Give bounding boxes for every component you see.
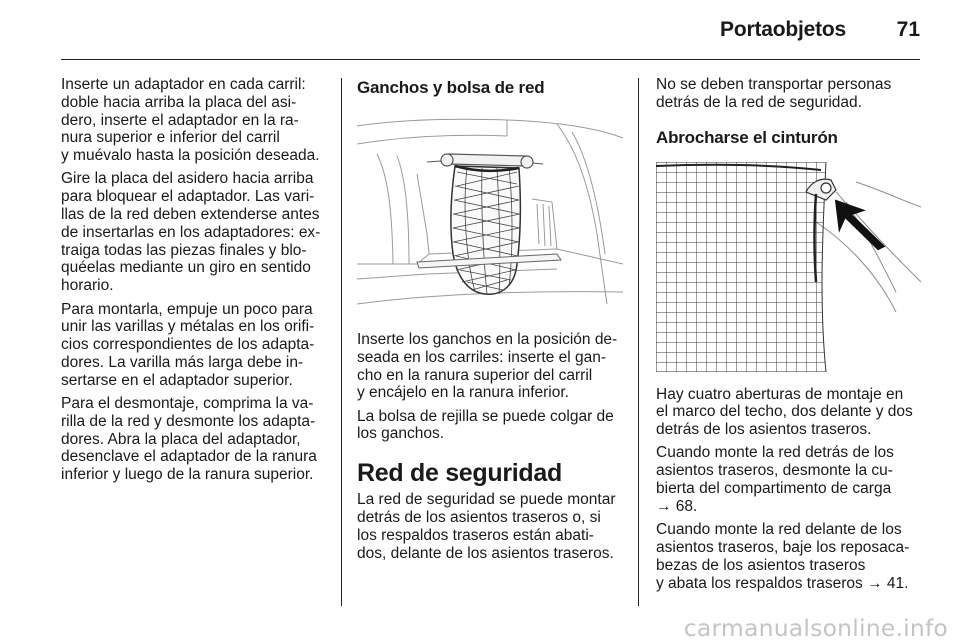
column-1 [61,76,327,490]
text-line: dores. Abra la placa del adaptador, [61,430,301,448]
column-divider [341,78,342,606]
paragraph [61,170,327,295]
page-number: 71 [896,18,920,41]
text-line: horario. [61,277,114,295]
paragraph [357,331,623,402]
text-line: los ganchos. [357,425,445,443]
paragraph [357,408,623,444]
text-line: seada en los carriles: inserte el gan- [357,348,606,366]
safety-net-mounting-illustration [656,162,921,372]
text-line: bezas de los asientos traseros [656,556,866,574]
text-line: asientos traseros, desmonte la cu- [656,462,893,480]
text-line: los respaldos traseros están abati- [357,526,594,544]
text-line: Hay cuatro aberturas de montaje en [656,385,904,403]
text-line: La bolsa de rejilla se puede colgar de [357,407,614,425]
column-2 [357,76,623,568]
text-line: el marco del techo, dos delante y dos [656,403,913,421]
text-line: quéelas mediante un giro en sentido [61,259,311,277]
text-line: doble hacia arriba la placa del asi- [61,93,297,111]
column-3 [656,76,922,598]
watermark-text: carmanualsonline.info [683,614,948,642]
paragraph [357,491,623,562]
text-line: Cuando monte la red detrás de los [656,444,894,462]
text-line: Para montarla, empuje un poco para [61,300,313,318]
text-line: traiga todas las piezas finales y blo- [61,241,307,259]
subheading: Abrocharse el cinturón [656,127,838,147]
paragraph [61,76,327,165]
text-line: bierta del compartimento de carga [656,480,892,498]
text-line: y encájelo en la ranura inferior. [357,384,569,402]
text-line: Inserte los ganchos en la posición de- [357,331,618,348]
text-line: y muévalo hasta la posición deseada. [61,147,320,165]
text-line: Cuando monte la red delante de los [656,521,902,539]
text-line: sertarse en el adaptador superior. [61,371,293,389]
text-line: nura superior e inferior del carril [61,129,280,147]
text-line: Para el desmontaje, comprima la va- [61,395,314,413]
text-line: cho en la ranura superior del carril [357,366,593,384]
page-reference[interactable]: → 68. [656,497,698,515]
text-line: dores. La varilla más larga debe in- [61,353,304,371]
text-line: rilla de la red y desmonte los adapta- [61,412,316,430]
paragraph [656,521,922,592]
text-line: Inserte un adaptador en cada carril: [61,76,306,93]
text-line: detrás de los asientos traseros o, si [357,509,601,527]
text-line: asientos traseros, baje los reposaca- [656,538,910,556]
text-line: llas de la red deben extenderse antes [61,206,320,224]
text-line: inferior y luego de la ranura superior. [61,466,314,484]
text-line: La red de seguridad se puede montar [357,491,616,509]
text-line: desenclave el adaptador de la ranura [61,448,317,466]
paragraph [656,76,922,112]
page-reference-line[interactable]: y abata los respaldos traseros → 41. [656,574,909,592]
text-line: de insertarlas en los adaptadores: ex- [61,223,321,241]
text-line: cios correspondientes de los adapta- [61,336,315,354]
paragraph [61,395,327,484]
paragraph [656,386,922,439]
page-title: Portaobjetos [720,18,846,41]
text-line: dero, inserte el adaptador en la ra- [61,111,299,129]
text-line: detrás de los asientos traseros. [656,421,872,439]
text-line: No se deben transportar personas [656,76,892,93]
text-line: Gire la placa del asidero hacia arriba [61,170,314,188]
text-line: para bloquear el adaptador. Las vari- [61,188,315,206]
header-rule [61,59,920,60]
paragraph [656,444,922,515]
column-divider [638,78,639,606]
text-line: unir las varillas y métalas en los orifi- [61,318,315,336]
text-line: detrás de la red de seguridad. [656,93,862,111]
section-title: Red de seguridad [357,459,562,488]
subheading: Ganchos y bolsa de red [357,78,545,97]
text-line: dos, delante de los asientos traseros. [357,544,614,562]
paragraph [61,301,327,390]
cargo-net-bag-illustration [357,114,623,319]
